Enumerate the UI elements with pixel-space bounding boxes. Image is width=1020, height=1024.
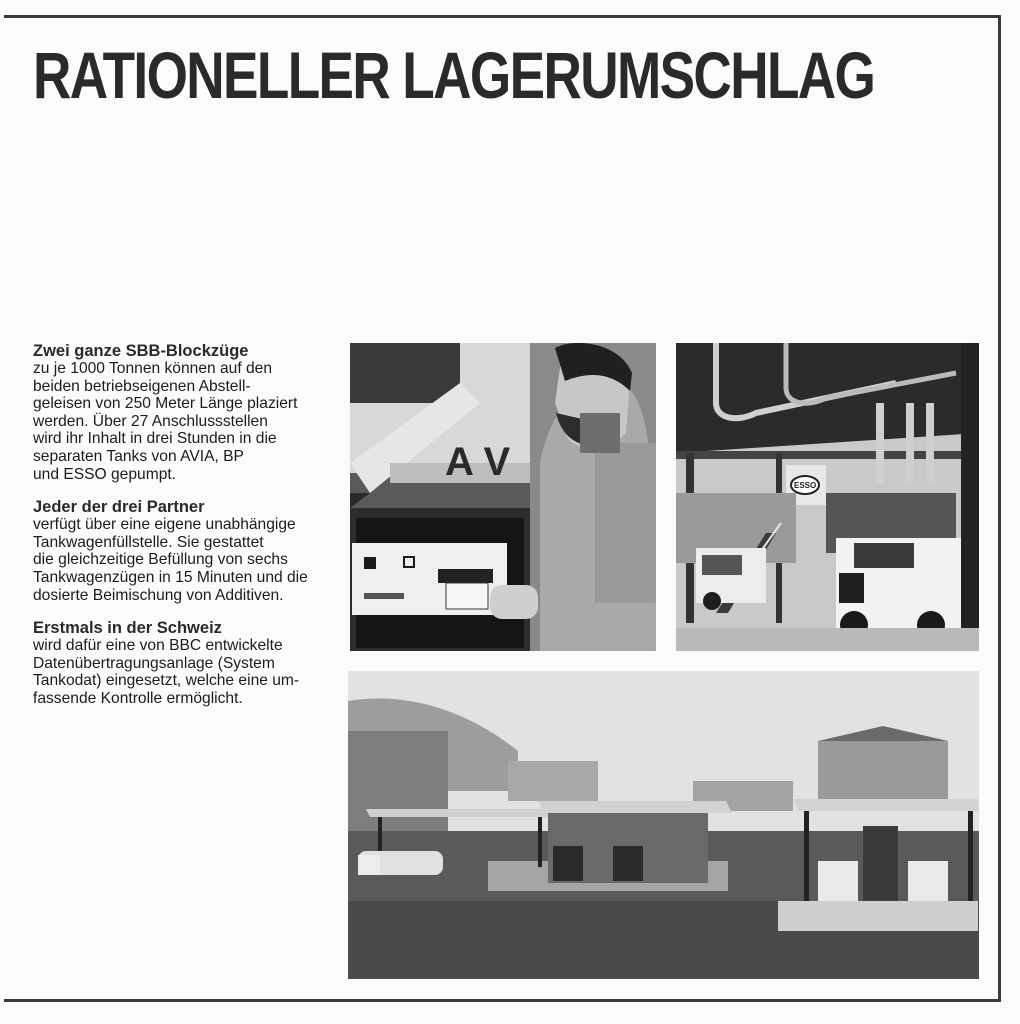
- section-partner: [33, 498, 345, 604]
- photo-panorama-depot: [348, 671, 979, 979]
- section-body: verfügt über eine eigene unabhängige Tankwagenfüllstelle. Sie gestattet die gleichzeitige Befüllung von sechs Tankwagenzügen in 15 Minuten und die dosierte Beimischung von Additiven.: [33, 516, 308, 604]
- photo-sign-text: ESSO: [794, 481, 817, 490]
- section-blockzuege: [33, 342, 345, 483]
- photo-esso-filling-station: [676, 343, 979, 651]
- section-heading: Erstmals in der Schweiz: [33, 619, 222, 638]
- section-schweiz: [33, 619, 345, 707]
- page-frame-bottom: [4, 999, 1000, 1002]
- body-text-column: [33, 342, 345, 723]
- section-body: zu je 1000 Tonnen können auf den beiden betriebseigenen Abstell- geleisen von 250 Meter Länge plaziert werden. Über 27 Anschlussstellen wird ihr Inhalt in drei Stunden in die separaten Tanks von AVIA, BP und ESSO gepumpt.: [33, 360, 298, 483]
- page-frame-right: [998, 15, 1001, 1002]
- photo-panorama-depot-image: [348, 671, 979, 979]
- page-title: RATIONELLER LAGERUMSCHLAG: [33, 38, 875, 112]
- section-heading: Zwei ganze SBB-Blockzüge: [33, 342, 249, 360]
- section-heading: Jeder der drei Partner: [33, 498, 205, 517]
- photo-card-terminal: [350, 343, 656, 651]
- photo-esso-filling-station-image: [676, 343, 979, 651]
- section-body: wird dafür eine von BBC entwickelte Datenübertragungsanlage (System Tankodat) eingesetzt, welche eine um- fassende Kontrolle ermöglicht.: [33, 637, 300, 707]
- page-frame-top: [4, 15, 1000, 18]
- photo-sign-text: A V: [445, 440, 511, 484]
- photo-card-terminal-image: [350, 343, 656, 651]
